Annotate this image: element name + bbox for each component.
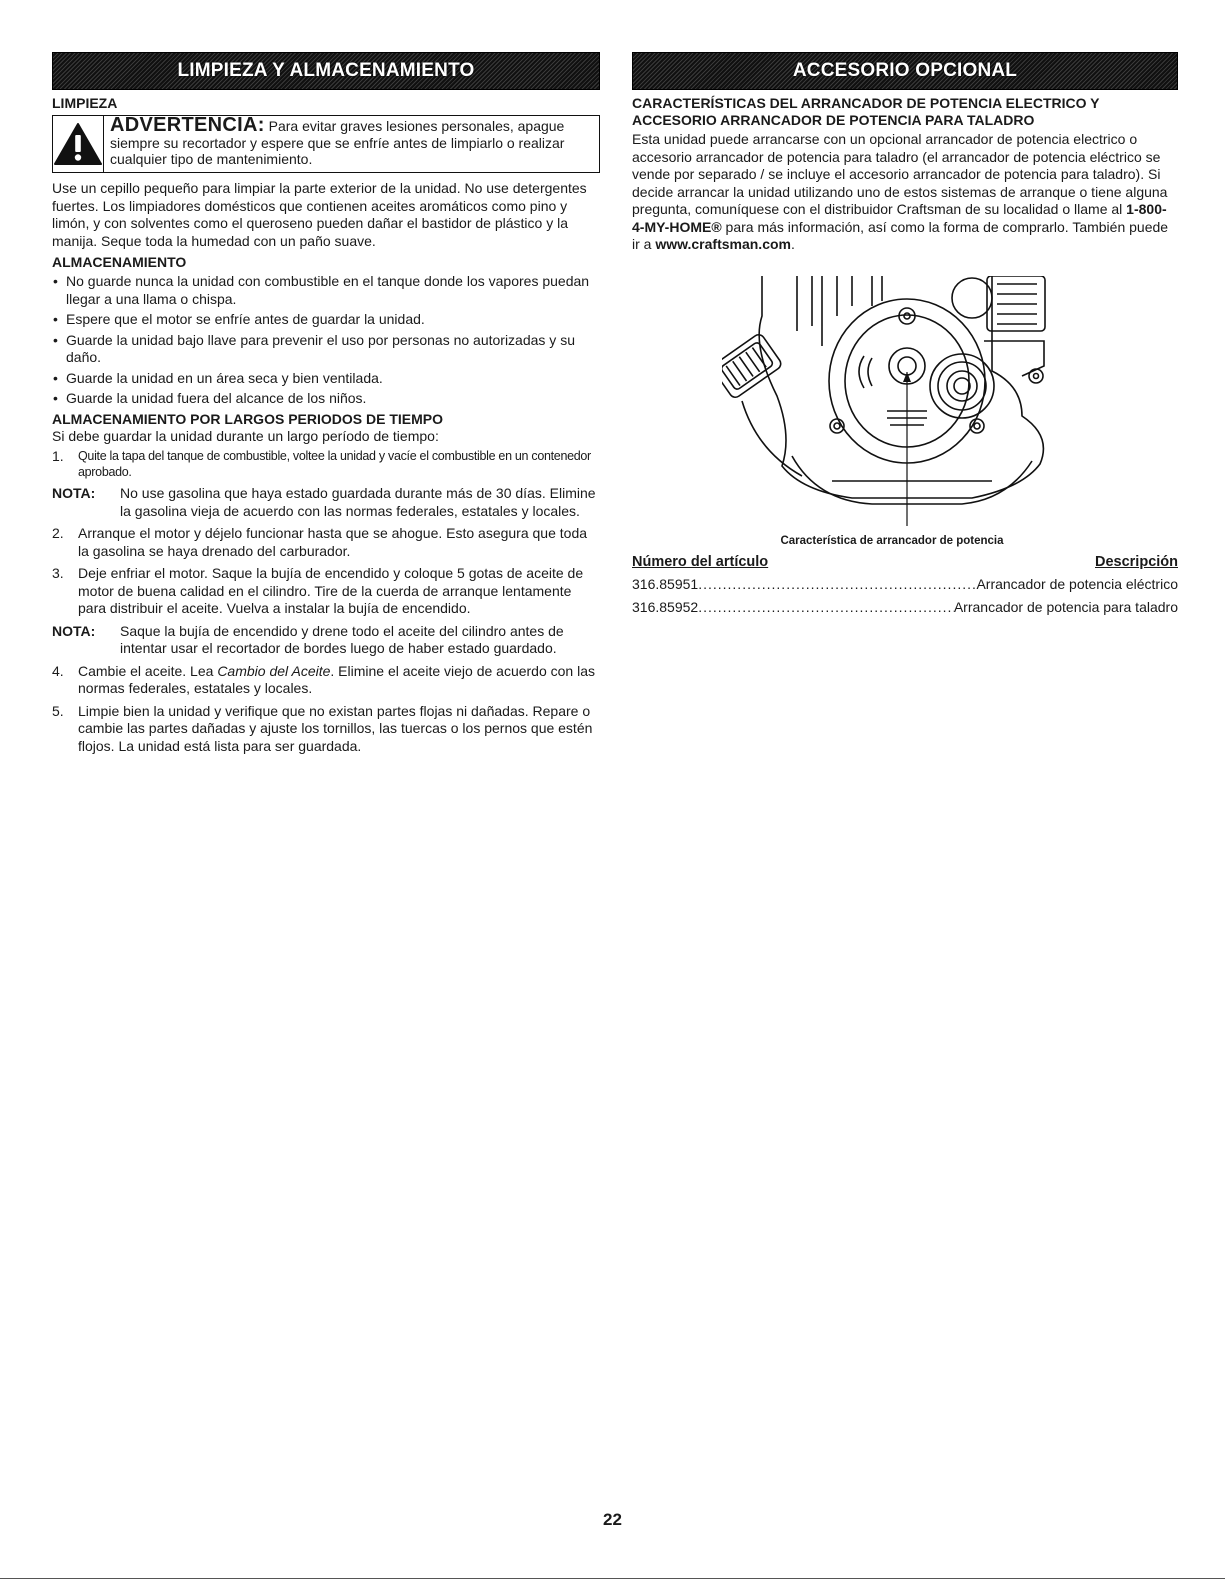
part-number: 316.85951 [632,575,699,592]
paragraph-part: Esta unidad puede arrancarse con un opcional arrancador de potencia electrico o accesorio arrancador de potencia para taladro (el arrancador de potencia eléctrico se vende por separado / se incluye el accesorio arrancador de potencia para taladro). Si decide arrancar la unidad utilizando uno de estos sistemas de arranque o tiene alguna pregunta, comuníquese con el distribuidor Craftsman de su localidad o llame al [632,131,1168,217]
column-header-description: Descripción [1095,553,1178,570]
step-number: 5. [52,702,64,719]
leader-dots [698,598,954,616]
banner-title: LIMPIEZA Y ALMACENAMIENTO [177,60,475,81]
cleaning-heading: LIMPIEZA [52,95,118,111]
list-item: • No guarde nunca la unidad con combustible en el tanque donde los vapores puedan llegar a una llama o chispa. [52,273,600,308]
list-item: • Guarde la unidad fuera del alcance de los niños. [52,390,600,408]
storage-list [52,273,600,408]
warning-body: Para evitar graves lesiones personales, apague siempre su recortador y espere que se enfríe antes de limpiarlo o realizar cualquier tipo de mantenimiento. [110,118,565,167]
accessory-paragraph [632,131,1178,254]
note-2 [52,623,600,658]
step-5 [52,703,600,756]
step-number: 1. [52,448,64,464]
storage-heading: ALMACENAMIENTO [52,254,187,270]
step-number: 2. [52,525,64,541]
step-number: 4. [52,662,64,679]
power-starter-figure [722,276,1062,547]
warning-text [104,116,599,172]
list-item: • Espere que el motor se enfríe antes de guardar la unidad. [52,311,600,329]
section-banner-accessory [632,52,1178,90]
bottom-rule [0,1578,1225,1579]
section-banner-cleaning [52,52,600,90]
leader-dots [698,575,976,593]
cleaning-paragraph: Use un cepillo pequeño para limpiar la parte exterior de la unidad. No use detergentes fuertes. Los limpiadores domésticos que contienen aceites aromáticos como pino y limón, y con solventes como el queroseno pueden dañar el bastidor de plástico y la manija. Seque toda la humedad con un paño suave. [52,180,587,249]
long-storage-heading: ALMACENAMIENTO POR LARGOS PERIODOS DE TIEMPO [52,410,443,427]
warning-title: ADVERTENCIA: [110,114,265,136]
step-2 [52,525,600,560]
left-column [52,52,600,760]
paragraph-part: . [790,236,795,252]
note-label: NOTA: [52,485,96,501]
list-item: • Guarde la unidad en un área seca y bien ventilada. [52,370,600,388]
part-number: 316.85952 [632,598,699,615]
part-description: Arrancador de potencia para taladro [953,598,1178,615]
phone-number: 1-800-4-MY-HOME® [632,201,1167,235]
paragraph-part: para más información, así como la forma de comprarlo. También puede ir a [632,218,1169,252]
table-row [632,598,1178,616]
list-item: • Guarde la unidad bajo llave para prevenir el uso por personas no autorizadas y su daño. [52,332,600,367]
step-text: Deje enfriar el motor. Saque la bujía de encendido y coloque 5 gotas de aceite de motor de buena calidad en el cilindro. Tire de la cuerda de arranque lentamente para distribuir el aceite. Vuelva a instalar la bujía de encendido. [78,565,584,616]
page-number: 22 [603,1510,622,1529]
long-storage-intro: Si debe guardar la unidad durante un largo período de tiempo: [52,427,439,444]
engine-illustration [722,276,1062,526]
accessory-heading: CARACTERÍSTICAS DEL ARRANCADOR DE POTENCIA ELECTRICO Y ACCESORIO ARRANCADOR DE POTENCIA PARA TALADRO [632,95,1100,128]
website-link[interactable]: www.craftsman.com [655,236,791,252]
step-text [78,663,600,698]
banner-title: ACCESORIO OPCIONAL [792,60,1018,81]
note-1 [52,485,600,520]
note-text: No use gasolina que haya estado guardada durante más de 30 días. Elimine la gasolina vieja de acuerdo con las normas federales, estatales y locales. [120,485,596,519]
right-column [632,52,1178,616]
step-text-part: Cambie el aceite. Lea [78,662,218,679]
step-4 [52,663,600,698]
parts-table-header [632,554,1178,570]
step-reference: Cambio del Aceite [217,662,331,679]
warning-triangle-icon [53,116,104,172]
step-1 [52,448,600,480]
warning-box [52,115,600,173]
step-text: Arranque el motor y déjelo funcionar hasta que se ahogue. Esto asegura que toda la gasolina se haya drenado del carburador. [78,525,588,559]
note-label: NOTA: [52,622,96,639]
step-text: Quite la tapa del tanque de combustible, voltee la unidad y vacíe el combustible en un contenedor aprobado. [78,449,591,479]
step-text: Limpie bien la unidad y verifique que no existan partes flojas ni dañadas. Repare o cambie las partes dañadas y ajuste los tornillos, las tuercas o los pernos que estén flojos. La unidad está lista para ser guardada. [78,702,593,754]
step-number: 3. [52,565,64,581]
part-description: Arrancador de potencia eléctrico [976,575,1178,592]
table-row [632,575,1178,593]
column-header-number: Número del artículo [632,553,769,570]
step-3 [52,565,600,618]
note-text: Saque la bujía de encendido y drene todo el aceite del cilindro antes de intentar usar el recortador de bordes luego de haber estado guardado. [120,622,564,656]
figure-caption: Característica de arrancador de potencia [780,534,1004,547]
step-text-part: . Elimine el aceite viejo de acuerdo con las normas federales, estatales y locales. [78,662,595,696]
